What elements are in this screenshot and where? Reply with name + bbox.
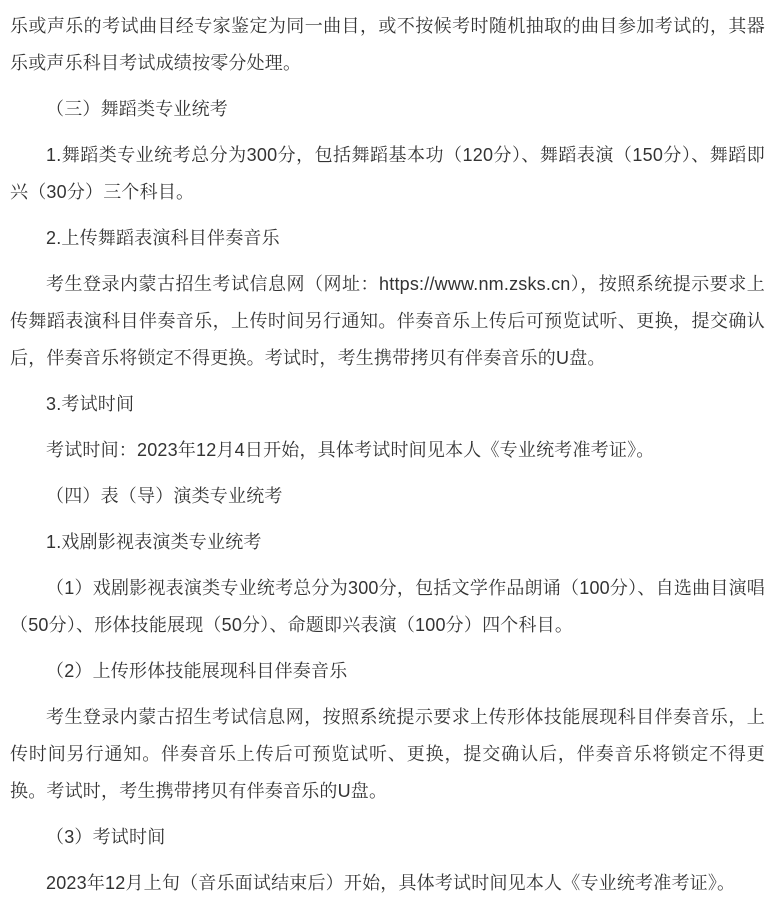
paragraph-drama-exam-time: 2023年12月上旬（音乐面试结束后）开始，具体考试时间见本人《专业统考准考证》。 <box>46 873 736 893</box>
section-heading-dance: （三）舞蹈类专业统考 <box>46 99 228 119</box>
section-heading-performance: （四）表（导）演类专业统考 <box>46 486 283 506</box>
paragraph-drama-exam-time-heading: （3）考试时间 <box>46 827 166 847</box>
paragraph-dance-total-score: 1.舞蹈类专业统考总分为300分，包括舞蹈基本功（120分）、舞蹈表演（150分）、舞蹈即兴（30分）三个科目。 <box>10 145 765 202</box>
paragraph-dance-exam-time: 考试时间：2023年12月4日开始，具体考试时间见本人《专业统考准考证》。 <box>46 440 655 460</box>
paragraph-dance-upload-heading: 2.上传舞蹈表演科目伴奏音乐 <box>46 228 280 248</box>
paragraph-dance-upload-detail: 考生登录内蒙古招生考试信息网（网址：https://www.nm.zsks.cn），按照系统提示要求上传舞蹈表演科目伴奏音乐，上传时间另行通知。伴奏音乐上传后可预览试听、更换，提交确认后，伴奏音乐将锁定不得更换。考试时，考生携带拷贝有伴奏音乐的U盘。 <box>10 274 765 368</box>
paragraph-drama-total-score: （1）戏剧影视表演类专业统考总分为300分，包括文学作品朗诵（100分）、自选曲目演唱（50分）、形体技能展现（50分）、命题即兴表演（100分）四个科目。 <box>10 578 765 635</box>
paragraph-zero-score-rule: 乐或声乐的考试曲目经专家鉴定为同一曲目，或不按候考时随机抽取的曲目参加考试的，其器乐或声乐科目考试成绩按零分处理。 <box>10 16 765 73</box>
paragraph-drama-upload-heading: （2）上传形体技能展现科目伴奏音乐 <box>46 661 348 681</box>
paragraph-dance-exam-time-heading: 3.考试时间 <box>46 394 135 414</box>
paragraph-drama-upload-detail: 考生登录内蒙古招生考试信息网，按照系统提示要求上传形体技能展现科目伴奏音乐，上传时间另行通知。伴奏音乐上传后可预览试听、更换，提交确认后，伴奏音乐将锁定不得更换。考试时，考生携带拷贝有伴奏音乐的U盘。 <box>10 707 765 801</box>
paragraph-drama-heading: 1.戏剧影视表演类专业统考 <box>46 532 262 552</box>
